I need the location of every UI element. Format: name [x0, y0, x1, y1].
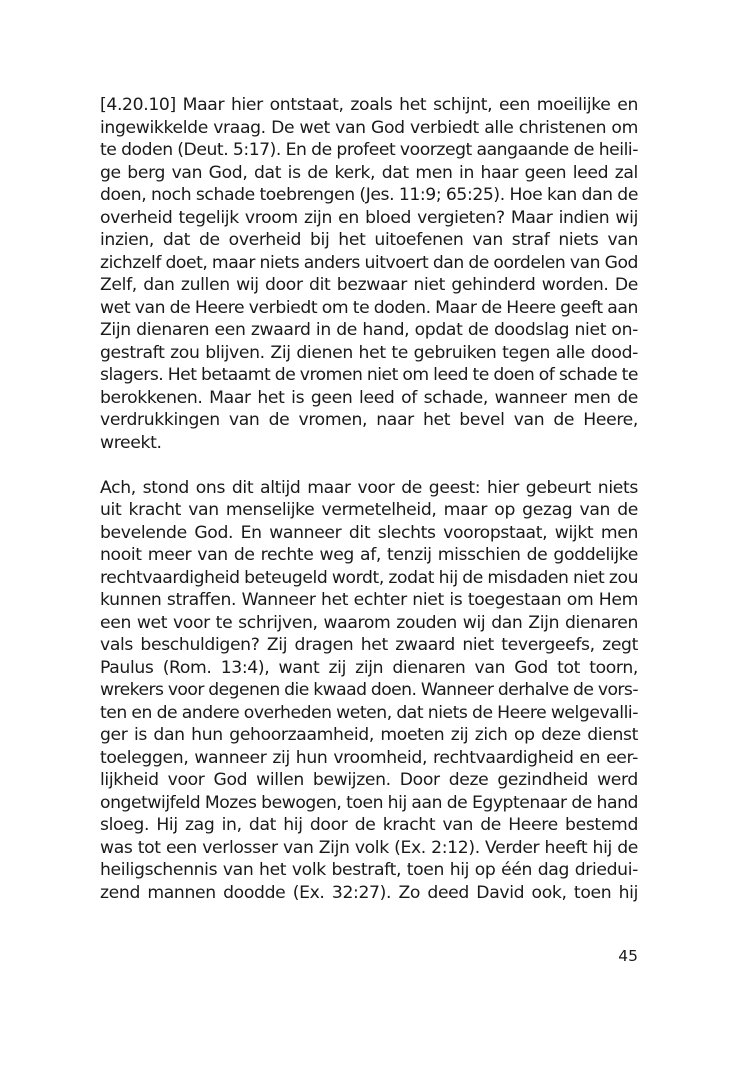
text-line: gestraft zou blijven. Zij dienen het te gebruiken tegen alle dood- — [100, 342, 638, 363]
text-line: wrekers voor degenen die kwaad doen. Wanneer derhalve de vors- — [100, 680, 638, 700]
text-line: zend mannen doodde (Ex. 32:27). Zo deed David ook, toen hij — [100, 882, 638, 903]
text-line: uit kracht van menselijke vermetelheid, maar op gezag van de — [100, 500, 638, 520]
text-line: wet van de Heere verbiedt om te doden. Maar de Heere geeft aan — [100, 297, 638, 318]
page-body — [100, 94, 638, 904]
paragraph-2 — [100, 477, 638, 905]
text-line: wreekt. — [100, 432, 162, 453]
text-line: een wet voor te schrijven, waarom zouden wij dan Zijn dienaren — [100, 612, 638, 633]
text-line: nooit meer van de rechte weg af, tenzij misschien de goddelijke — [100, 545, 638, 565]
text-line: heiligschennis van het volk bestraft, toen hij op één dag driedui- — [100, 860, 638, 880]
text-line: doen, noch schade toebrengen (Jes. 11:9; 65:25). Hoe kan dan de — [100, 185, 638, 205]
text-line: kunnen straffen. Wanneer het echter niet is toegestaan om Hem — [100, 590, 638, 610]
text-line: ge berg van God, dat is de kerk, dat men in haar geen leed zal — [100, 162, 638, 183]
text-line: berokkenen. Maar het is geen leed of schade, wanneer men de — [100, 387, 638, 408]
text-line: lijkheid voor God willen bewijzen. Door deze gezindheid werd — [100, 770, 638, 790]
text-line: ingewikkelde vraag. De wet van God verbiedt alle christenen om — [100, 117, 638, 138]
text-line: ger is dan hun gehoorzaamheid, moeten zij zich op deze dienst — [100, 725, 638, 745]
text-line: overheid tegelijk vroom zijn en bloed vergieten? Maar indien wij — [100, 207, 638, 228]
text-line: Ach, stond ons dit altijd maar voor de geest: hier gebeurt niets — [100, 477, 638, 498]
paragraph-gap — [100, 454, 638, 477]
text-line: Zelf, dan zullen wij door dit bezwaar niet gehinderd worden. De — [100, 275, 638, 295]
text-line: [4.20.10] Maar hier ontstaat, zoals het schijnt, een moeilijke en — [100, 95, 638, 115]
text-line: toeleggen, wanneer zij hun vroomheid, rechtvaardigheid en eer- — [100, 747, 638, 768]
paragraph-1 — [100, 94, 638, 454]
text-line: inzien, dat de overheid bij het uitoefenen van straf niets van — [100, 230, 638, 250]
text-line: bevelende God. En wanneer dit slechts vooropstaat, wijkt men — [100, 522, 638, 543]
text-line: sloeg. Hij zag in, dat hij door de kracht van de Heere bestemd — [100, 815, 638, 835]
text-line: zichzelf doet, maar niets anders uitvoert dan de oordelen van God — [100, 252, 638, 273]
page-number: 45 — [618, 947, 638, 965]
text-line: ten en de andere overheden weten, dat niets de Heere welgevalli- — [100, 702, 638, 723]
text-line: ongetwijfeld Mozes bewogen, toen hij aan de Egyptenaar de hand — [100, 792, 638, 813]
text-line: rechtvaardigheid beteugeld wordt, zodat hij de misdaden niet zou — [100, 567, 639, 588]
text-line: slagers. Het betaamt de vromen niet om leed te doen of schade te — [100, 365, 638, 385]
text-line: vals beschuldigen? Zij dragen het zwaard niet tevergeefs, zegt — [100, 635, 638, 655]
text-line: Paulus (Rom. 13:4), want zij zijn dienaren van God tot toorn, — [100, 657, 638, 678]
text-line: was tot een verlosser van Zijn volk (Ex. 2:12). Verder heeft hij de — [100, 837, 638, 858]
text-line: verdrukkingen van de vromen, naar het bevel van de Heere, — [100, 410, 638, 430]
text-line: te doden (Deut. 5:17). En de profeet voorzegt aangaande de heili- — [100, 140, 638, 160]
text-line: Zijn dienaren een zwaard in de hand, opdat de doodslag niet on- — [100, 320, 638, 340]
